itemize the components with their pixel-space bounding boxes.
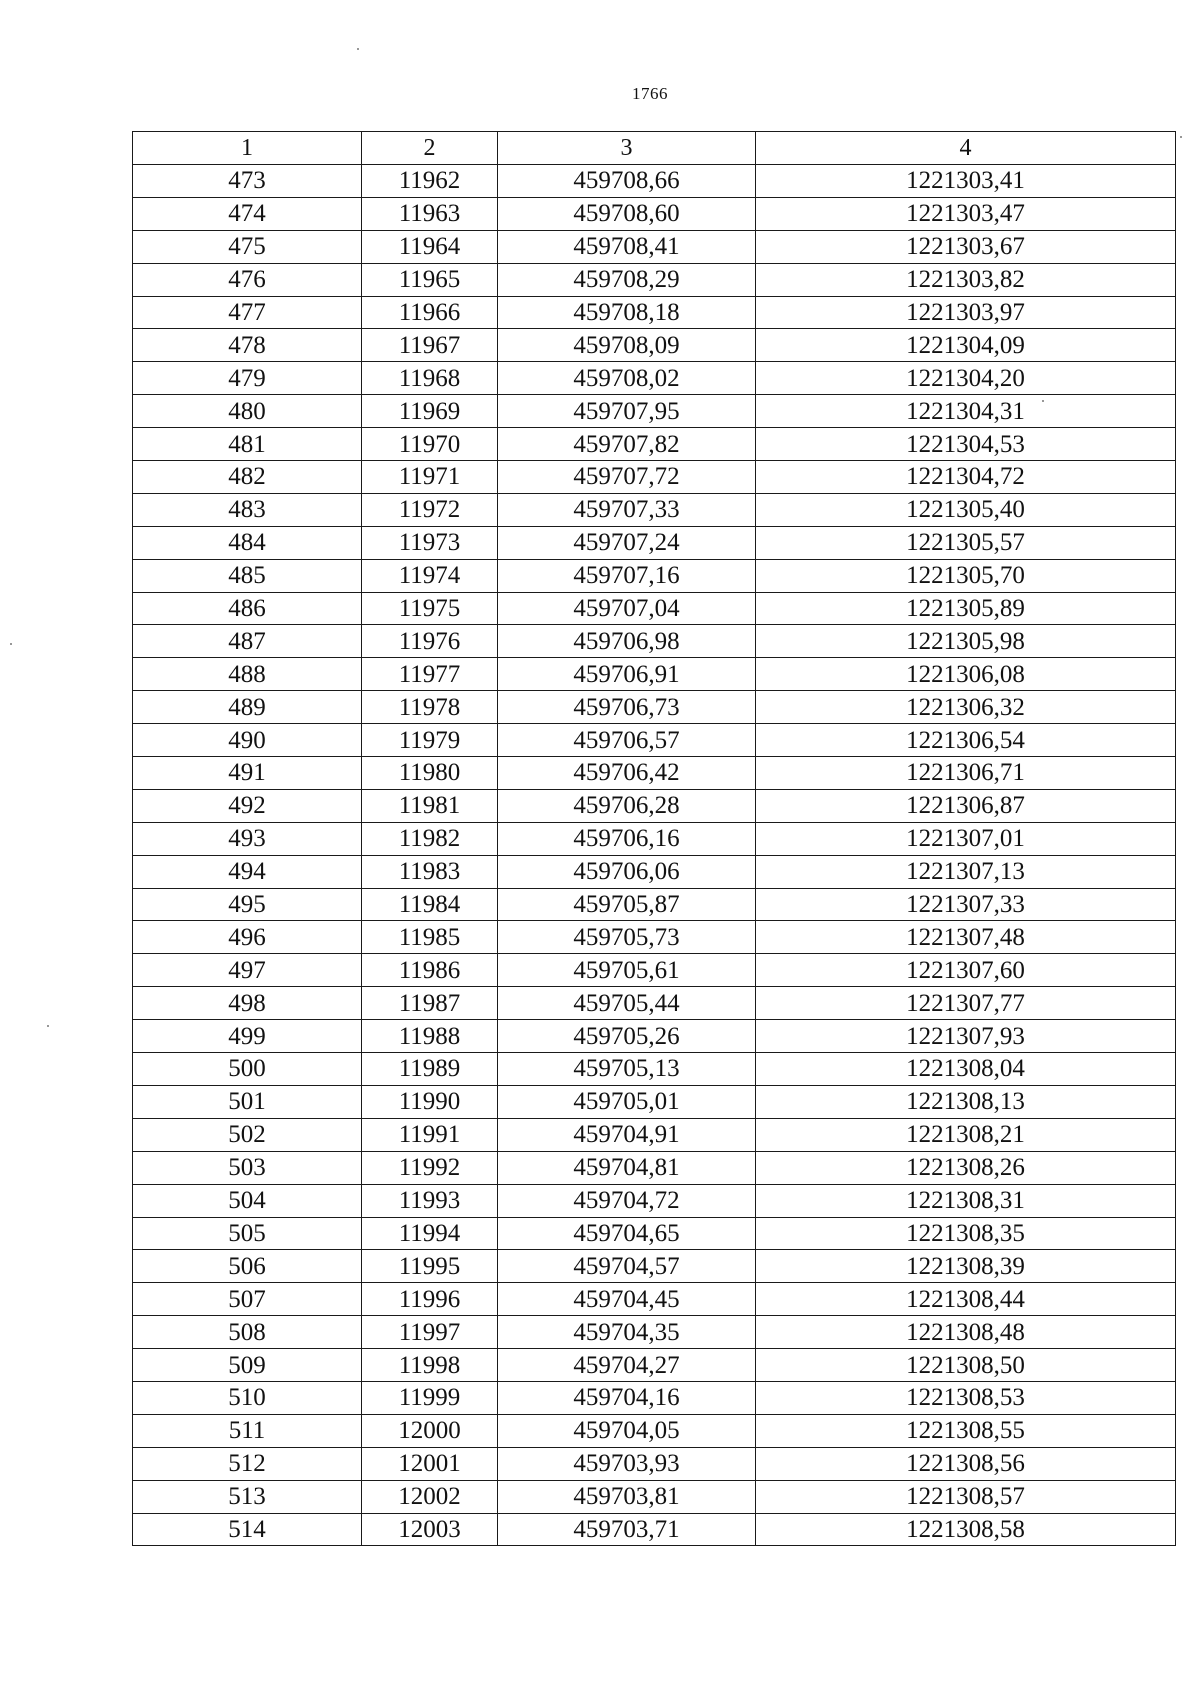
table-row [133,1217,1176,1250]
table-cell-col2: 12002 [362,1480,498,1513]
table-cell-col4: 1221305,40 [756,493,1176,526]
table-cell-col4: 1221303,82 [756,263,1176,296]
table-row [133,296,1176,329]
table-row [133,625,1176,658]
table-row [133,263,1176,296]
table-cell-col3: 459707,72 [498,461,756,494]
table-cell-col4: 1221303,47 [756,197,1176,230]
table-row [133,1316,1176,1349]
table-cell-col3: 459704,05 [498,1414,756,1447]
table-row [133,395,1176,428]
table-header [133,132,1176,165]
table-row [133,1513,1176,1546]
table-cell-col1: 490 [133,724,362,757]
table-row [133,691,1176,724]
table-cell-col4: 1221305,70 [756,559,1176,592]
table-cell-col3: 459704,65 [498,1217,756,1250]
table-cell-col4: 1221308,53 [756,1381,1176,1414]
table-cell-col3: 459704,81 [498,1151,756,1184]
table-row [133,954,1176,987]
table-cell-col2: 11995 [362,1250,498,1283]
table-cell-col3: 459707,04 [498,592,756,625]
table-cell-col4: 1221308,58 [756,1513,1176,1546]
table-cell-col2: 11964 [362,230,498,263]
table-row [133,1283,1176,1316]
table-cell-col3: 459706,98 [498,625,756,658]
coordinates-table [132,131,1176,1546]
table-cell-col4: 1221304,20 [756,362,1176,395]
table-cell-col4: 1221308,39 [756,1250,1176,1283]
table-cell-col4: 1221304,72 [756,461,1176,494]
table-cell-col4: 1221306,08 [756,658,1176,691]
table-cell-col4: 1221306,54 [756,724,1176,757]
header-row [133,132,1176,165]
table-cell-col2: 11965 [362,263,498,296]
column-header-4: 4 [756,132,1176,165]
table-cell-col1: 491 [133,757,362,790]
table-cell-col2: 11991 [362,1118,498,1151]
table-cell-col1: 499 [133,1020,362,1053]
table-cell-col2: 11978 [362,691,498,724]
table-cell-col3: 459706,06 [498,855,756,888]
table-cell-col1: 481 [133,428,362,461]
table-cell-col2: 11982 [362,822,498,855]
coordinates-table-container [132,131,1175,1546]
table-cell-col2: 12000 [362,1414,498,1447]
table-cell-col2: 11970 [362,428,498,461]
table-cell-col1: 483 [133,493,362,526]
table-cell-col1: 480 [133,395,362,428]
table-cell-col4: 1221308,55 [756,1414,1176,1447]
table-cell-col3: 459708,60 [498,197,756,230]
table-row [133,757,1176,790]
table-cell-col2: 11972 [362,493,498,526]
table-cell-col4: 1221308,04 [756,1053,1176,1086]
table-cell-col4: 1221307,33 [756,888,1176,921]
table-cell-col2: 11967 [362,329,498,362]
table-cell-col3: 459705,01 [498,1085,756,1118]
table-cell-col3: 459704,91 [498,1118,756,1151]
table-row [133,1480,1176,1513]
table-cell-col3: 459705,87 [498,888,756,921]
table-cell-col1: 497 [133,954,362,987]
table-cell-col3: 459706,91 [498,658,756,691]
table-cell-col2: 11962 [362,165,498,198]
table-cell-col3: 459705,13 [498,1053,756,1086]
table-cell-col4: 1221305,98 [756,625,1176,658]
table-row [133,559,1176,592]
table-row [133,428,1176,461]
table-cell-col3: 459708,18 [498,296,756,329]
table-cell-col3: 459703,81 [498,1480,756,1513]
table-row [133,526,1176,559]
table-cell-col1: 475 [133,230,362,263]
table-cell-col1: 476 [133,263,362,296]
table-row [133,362,1176,395]
table-cell-col3: 459708,41 [498,230,756,263]
table-cell-col2: 11984 [362,888,498,921]
table-cell-col1: 505 [133,1217,362,1250]
table-cell-col2: 11979 [362,724,498,757]
table-cell-col1: 485 [133,559,362,592]
table-cell-col2: 11973 [362,526,498,559]
table-cell-col2: 11977 [362,658,498,691]
table-cell-col2: 11987 [362,987,498,1020]
table-cell-col3: 459708,09 [498,329,756,362]
table-cell-col2: 11988 [362,1020,498,1053]
table-cell-col1: 492 [133,789,362,822]
scan-speck [10,643,12,645]
table-cell-col1: 494 [133,855,362,888]
table-cell-col1: 506 [133,1250,362,1283]
table-row [133,921,1176,954]
table-cell-col4: 1221306,71 [756,757,1176,790]
table-cell-col4: 1221308,13 [756,1085,1176,1118]
table-cell-col3: 459704,72 [498,1184,756,1217]
table-cell-col1: 509 [133,1349,362,1382]
column-header-3: 3 [498,132,756,165]
table-cell-col2: 11983 [362,855,498,888]
table-cell-col1: 479 [133,362,362,395]
table-cell-col1: 477 [133,296,362,329]
table-row [133,165,1176,198]
table-cell-col4: 1221304,31 [756,395,1176,428]
table-cell-col3: 459704,16 [498,1381,756,1414]
table-cell-col2: 11966 [362,296,498,329]
table-cell-col1: 496 [133,921,362,954]
table-cell-col2: 11989 [362,1053,498,1086]
table-cell-col1: 511 [133,1414,362,1447]
table-cell-col1: 495 [133,888,362,921]
table-cell-col1: 500 [133,1053,362,1086]
table-cell-col1: 514 [133,1513,362,1546]
table-row [133,987,1176,1020]
table-cell-col3: 459707,16 [498,559,756,592]
table-cell-col1: 504 [133,1184,362,1217]
table-cell-col1: 484 [133,526,362,559]
table-cell-col1: 507 [133,1283,362,1316]
table-row [133,461,1176,494]
table-cell-col2: 11985 [362,921,498,954]
table-cell-col1: 486 [133,592,362,625]
table-cell-col3: 459703,71 [498,1513,756,1546]
table-cell-col4: 1221303,41 [756,165,1176,198]
table-cell-col4: 1221306,32 [756,691,1176,724]
table-cell-col1: 502 [133,1118,362,1151]
table-cell-col4: 1221307,48 [756,921,1176,954]
table-cell-col1: 488 [133,658,362,691]
table-row [133,1053,1176,1086]
table-cell-col3: 459704,27 [498,1349,756,1382]
table-cell-col2: 11994 [362,1217,498,1250]
table-row [133,658,1176,691]
table-row [133,855,1176,888]
table-cell-col2: 11986 [362,954,498,987]
table-cell-col4: 1221307,93 [756,1020,1176,1053]
table-cell-col3: 459704,45 [498,1283,756,1316]
page-number: 1766 [632,84,668,103]
table-cell-col2: 12003 [362,1513,498,1546]
table-row [133,197,1176,230]
table-cell-col1: 493 [133,822,362,855]
column-header-1: 1 [133,132,362,165]
table-row [133,1414,1176,1447]
table-row [133,1381,1176,1414]
table-body [133,165,1176,1546]
table-row [133,1349,1176,1382]
table-row [133,1085,1176,1118]
table-cell-col3: 459706,73 [498,691,756,724]
table-cell-col1: 508 [133,1316,362,1349]
table-row [133,493,1176,526]
table-cell-col4: 1221307,60 [756,954,1176,987]
table-cell-col4: 1221307,01 [756,822,1176,855]
table-cell-col3: 459705,26 [498,1020,756,1053]
table-cell-col2: 11969 [362,395,498,428]
table-row [133,1151,1176,1184]
table-cell-col3: 459707,95 [498,395,756,428]
table-cell-col1: 482 [133,461,362,494]
table-cell-col4: 1221308,48 [756,1316,1176,1349]
table-row [133,230,1176,263]
table-cell-col4: 1221305,57 [756,526,1176,559]
table-cell-col3: 459708,29 [498,263,756,296]
table-cell-col4: 1221308,50 [756,1349,1176,1382]
table-cell-col3: 459707,33 [498,493,756,526]
table-cell-col4: 1221308,57 [756,1480,1176,1513]
table-cell-col3: 459705,61 [498,954,756,987]
scan-speck [47,1025,49,1027]
table-cell-col3: 459707,24 [498,526,756,559]
table-cell-col1: 503 [133,1151,362,1184]
table-cell-col4: 1221308,26 [756,1151,1176,1184]
table-cell-col2: 11990 [362,1085,498,1118]
scan-speck [1042,400,1044,402]
table-cell-col1: 510 [133,1381,362,1414]
table-row [133,329,1176,362]
table-cell-col4: 1221307,13 [756,855,1176,888]
table-cell-col3: 459705,44 [498,987,756,1020]
table-cell-col2: 11998 [362,1349,498,1382]
table-cell-col3: 459706,57 [498,724,756,757]
table-row [133,888,1176,921]
table-row [133,1250,1176,1283]
table-cell-col2: 11974 [362,559,498,592]
table-row [133,724,1176,757]
table-cell-col1: 487 [133,625,362,658]
table-cell-col3: 459704,57 [498,1250,756,1283]
table-cell-col4: 1221308,31 [756,1184,1176,1217]
table-row [133,592,1176,625]
table-cell-col4: 1221308,35 [756,1217,1176,1250]
table-cell-col2: 11992 [362,1151,498,1184]
table-cell-col2: 11993 [362,1184,498,1217]
table-cell-col2: 11968 [362,362,498,395]
table-cell-col1: 512 [133,1447,362,1480]
table-cell-col3: 459708,02 [498,362,756,395]
table-row [133,822,1176,855]
table-cell-col3: 459706,28 [498,789,756,822]
column-header-2: 2 [362,132,498,165]
table-cell-col2: 11980 [362,757,498,790]
table-cell-col3: 459707,82 [498,428,756,461]
table-row [133,1447,1176,1480]
table-cell-col4: 1221303,97 [756,296,1176,329]
table-cell-col4: 1221305,89 [756,592,1176,625]
table-cell-col1: 498 [133,987,362,1020]
scan-speck [357,48,359,50]
table-row [133,789,1176,822]
table-cell-col4: 1221306,87 [756,789,1176,822]
table-cell-col3: 459708,66 [498,165,756,198]
table-cell-col2: 11999 [362,1381,498,1414]
table-cell-col4: 1221308,44 [756,1283,1176,1316]
table-row [133,1184,1176,1217]
table-cell-col4: 1221308,21 [756,1118,1176,1151]
table-cell-col1: 513 [133,1480,362,1513]
table-cell-col3: 459706,42 [498,757,756,790]
table-cell-col4: 1221308,56 [756,1447,1176,1480]
table-cell-col2: 11981 [362,789,498,822]
table-cell-col3: 459705,73 [498,921,756,954]
table-cell-col4: 1221304,09 [756,329,1176,362]
table-row [133,1118,1176,1151]
table-cell-col1: 489 [133,691,362,724]
table-cell-col1: 473 [133,165,362,198]
table-cell-col4: 1221303,67 [756,230,1176,263]
scan-speck [1180,136,1182,138]
table-cell-col3: 459706,16 [498,822,756,855]
table-cell-col1: 478 [133,329,362,362]
table-cell-col2: 11976 [362,625,498,658]
table-cell-col3: 459703,93 [498,1447,756,1480]
table-cell-col1: 474 [133,197,362,230]
table-row [133,1020,1176,1053]
table-cell-col2: 11975 [362,592,498,625]
table-cell-col4: 1221304,53 [756,428,1176,461]
table-cell-col1: 501 [133,1085,362,1118]
table-cell-col4: 1221307,77 [756,987,1176,1020]
table-cell-col2: 11997 [362,1316,498,1349]
table-cell-col2: 11971 [362,461,498,494]
table-cell-col3: 459704,35 [498,1316,756,1349]
table-cell-col2: 11963 [362,197,498,230]
table-cell-col2: 12001 [362,1447,498,1480]
table-cell-col2: 11996 [362,1283,498,1316]
